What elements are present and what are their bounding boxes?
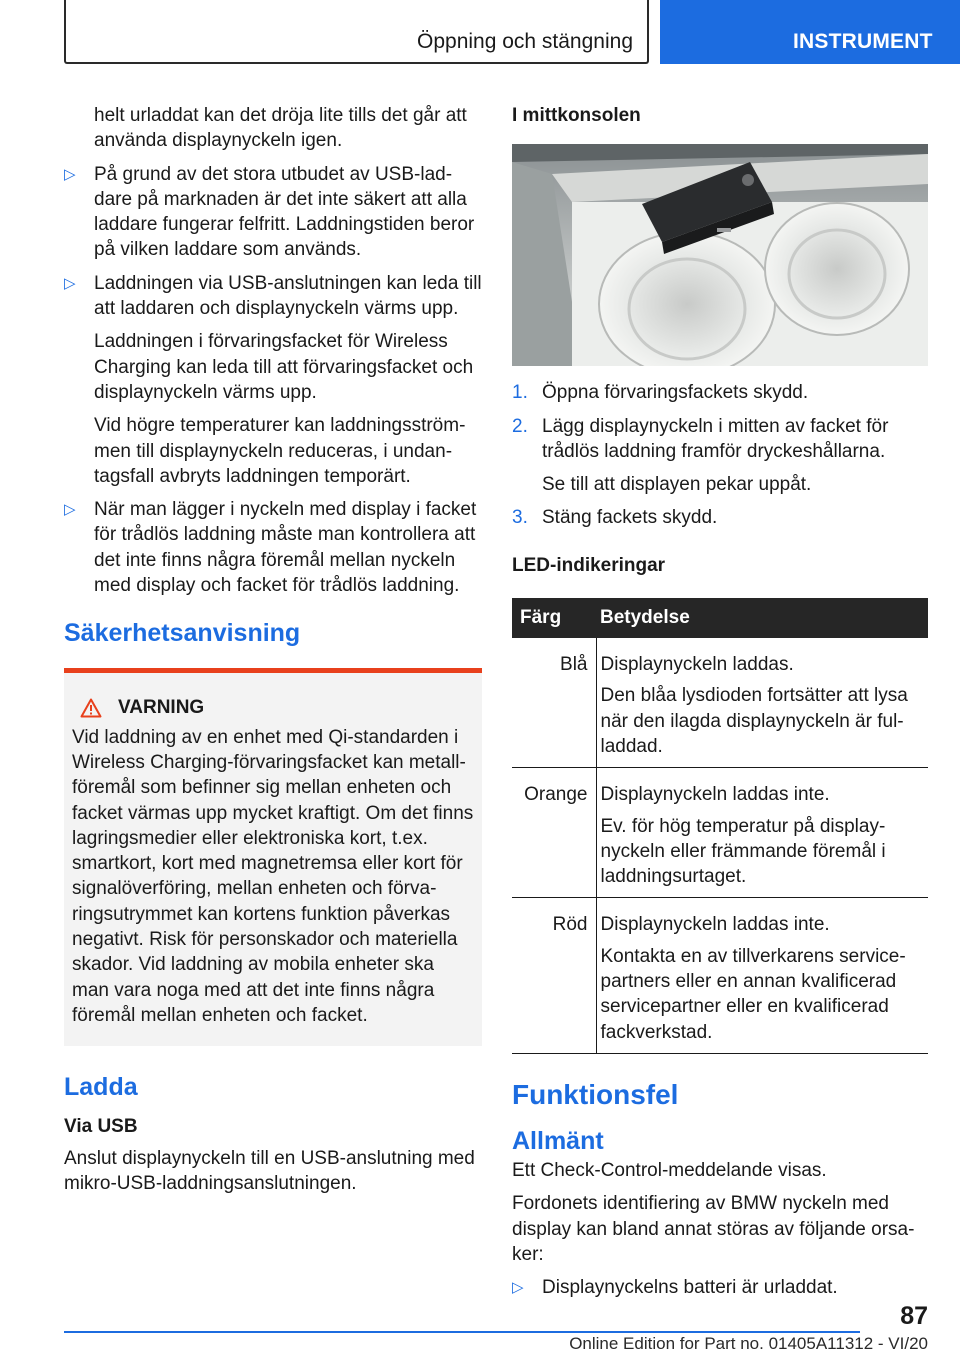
list-item [64, 271, 482, 322]
page-number: 87 [900, 1302, 928, 1330]
table-header-row [512, 598, 928, 638]
console-heading: I mittkonsolen [512, 105, 641, 126]
meaning-detail: Den blåa lysdioden fortsätter att lysa när den ilagda displaynyckeln är fulladdad. [600, 685, 908, 757]
warning-box [64, 668, 482, 1046]
table-cell-meaning [596, 638, 928, 768]
general-heading: Allmänt [512, 1126, 604, 1155]
step-number: 2. [512, 415, 528, 437]
chapter-tab[interactable]: INSTRUMENT [660, 0, 960, 64]
malfunction-heading: Funktionsfel [512, 1078, 679, 1110]
table-cell-meaning [596, 898, 928, 1053]
meaning-detail: Kontakta en av tillverkarens servicepartners eller en annan kvalificerad servicepartner eller en kvalificerad fackverkstad. [600, 945, 906, 1043]
triangle-bullet-icon: ▷ [64, 501, 76, 519]
warning-triangle-icon [80, 698, 102, 718]
general-text: Ett Check-Control-meddelande visas. [512, 1159, 827, 1181]
bullet-paragraph: Laddningen i förvaringsfacket för Wireless Charging kan leda till att förvaringsfacket och displaynyckeln värms upp. [94, 331, 474, 403]
footer-edition: Online Edition for Part no. 01405A11312 - VI/20 [569, 1334, 928, 1353]
meaning-text: Displaynyckeln laddas inte. [600, 914, 830, 936]
bullet-text: När man lägger i nyckeln med display i facket för trådlös laddning måste man kontrollera att det inte finns några föremål mellan nyckeln med display och facket för trådlös laddning. [94, 499, 477, 597]
section-title: Öppning och stängning [64, 0, 649, 64]
bullet-text: Laddningen via USB-anslutningen kan leda till att laddaren och displaynyckeln värms upp. [94, 272, 482, 320]
table-row [512, 898, 928, 1053]
warning-header [72, 695, 474, 720]
usb-text: Anslut displaynyckeln till en USB-anslutning med mikro-USB-laddningsanslutningen. [64, 1147, 475, 1194]
bullet-paragraph: Vid högre temperaturer kan laddningsströmmen till displaynyckeln reduceras, i undantagsfall avbryts laddningen temporärt. [94, 415, 466, 487]
usb-heading: Via USB [64, 1116, 138, 1138]
step-number: 1. [512, 382, 528, 404]
charge-heading: Ladda [64, 1073, 138, 1102]
footer-divider [64, 1331, 860, 1333]
meaning-text: Displaynyckeln laddas. [600, 654, 794, 676]
table-row [512, 768, 928, 898]
meaning-detail: Ev. för hög temperatur på displaynyckeln eller främmande föremål i laddningsurtaget. [600, 815, 886, 888]
table-cell-color: Blå [512, 638, 596, 768]
meaning-text: Displaynyckeln laddas inte. [600, 784, 830, 806]
warning-text: Vid laddning av en enhet med Qi-standarden i Wireless Charging-förvaringsfacket kan metallföremål som befinner sig mellan enheten och facket värmas upp mycket kraftigt. Om det finns lagringsmedier eller elektroniska kort, t.ex. smartkort, kort med magnetremsa eller kort för signalöverföring, mellan enheten och förvaringsutrymmet kan kortens funktion påverkas negativt. Risk för personskador och materiella skador. Vid laddning av mobila enheter ska man vara noga med att det inte finns några föremål mellan enheten och facket. [72, 726, 474, 1026]
list-item [512, 505, 928, 530]
general-text: Fordonets identifiering av BMW nyckeln med display kan bland annat störas av följande orsaker: [512, 1193, 915, 1265]
right-column [512, 103, 928, 1308]
table-header-color: Färg [512, 598, 596, 638]
console-photo [512, 144, 928, 366]
list-item [64, 497, 482, 598]
table-row [512, 638, 928, 768]
step-number: 3. [512, 507, 528, 529]
list-item [512, 414, 928, 465]
step-extra: Se till att displayen pekar uppåt. [542, 474, 812, 496]
step-text: Stäng fackets skydd. [542, 507, 718, 529]
led-table [512, 598, 928, 1054]
table-cell-color: Röd [512, 898, 596, 1053]
left-column [64, 103, 482, 1204]
triangle-bullet-icon: ▷ [64, 274, 76, 292]
warning-title: VARNING [118, 697, 205, 719]
list-item [512, 1275, 928, 1300]
list-item [512, 380, 928, 405]
table-cell-meaning [596, 768, 928, 898]
bullet-text: Displaynyckelns batteri är urladdat. [542, 1277, 838, 1299]
table-header-meaning: Betydelse [596, 598, 928, 638]
triangle-bullet-icon: ▷ [512, 1279, 524, 1297]
step-text: Lägg displaynyckeln i mitten av facket för trådlös laddning framför dryckeshållarna. [542, 415, 889, 462]
intro-continuation: helt urladdat kan det dröja lite tills det går att använda displaynyckeln igen. [94, 105, 467, 152]
bullet-text: På grund av det stora utbudet av USB-laddare på marknaden är det inte säkert att alla laddare fungerar felfritt. Laddningstiden beror på vilken laddare som används. [94, 163, 475, 261]
triangle-bullet-icon: ▷ [64, 165, 76, 183]
table-cell-color: Orange [512, 768, 596, 898]
step-text: Öppna förvaringsfackets skydd. [542, 382, 809, 404]
safety-heading: Säkerhetsanvisning [64, 619, 301, 648]
led-heading: LED-indikeringar [512, 554, 666, 576]
list-item [64, 162, 482, 263]
